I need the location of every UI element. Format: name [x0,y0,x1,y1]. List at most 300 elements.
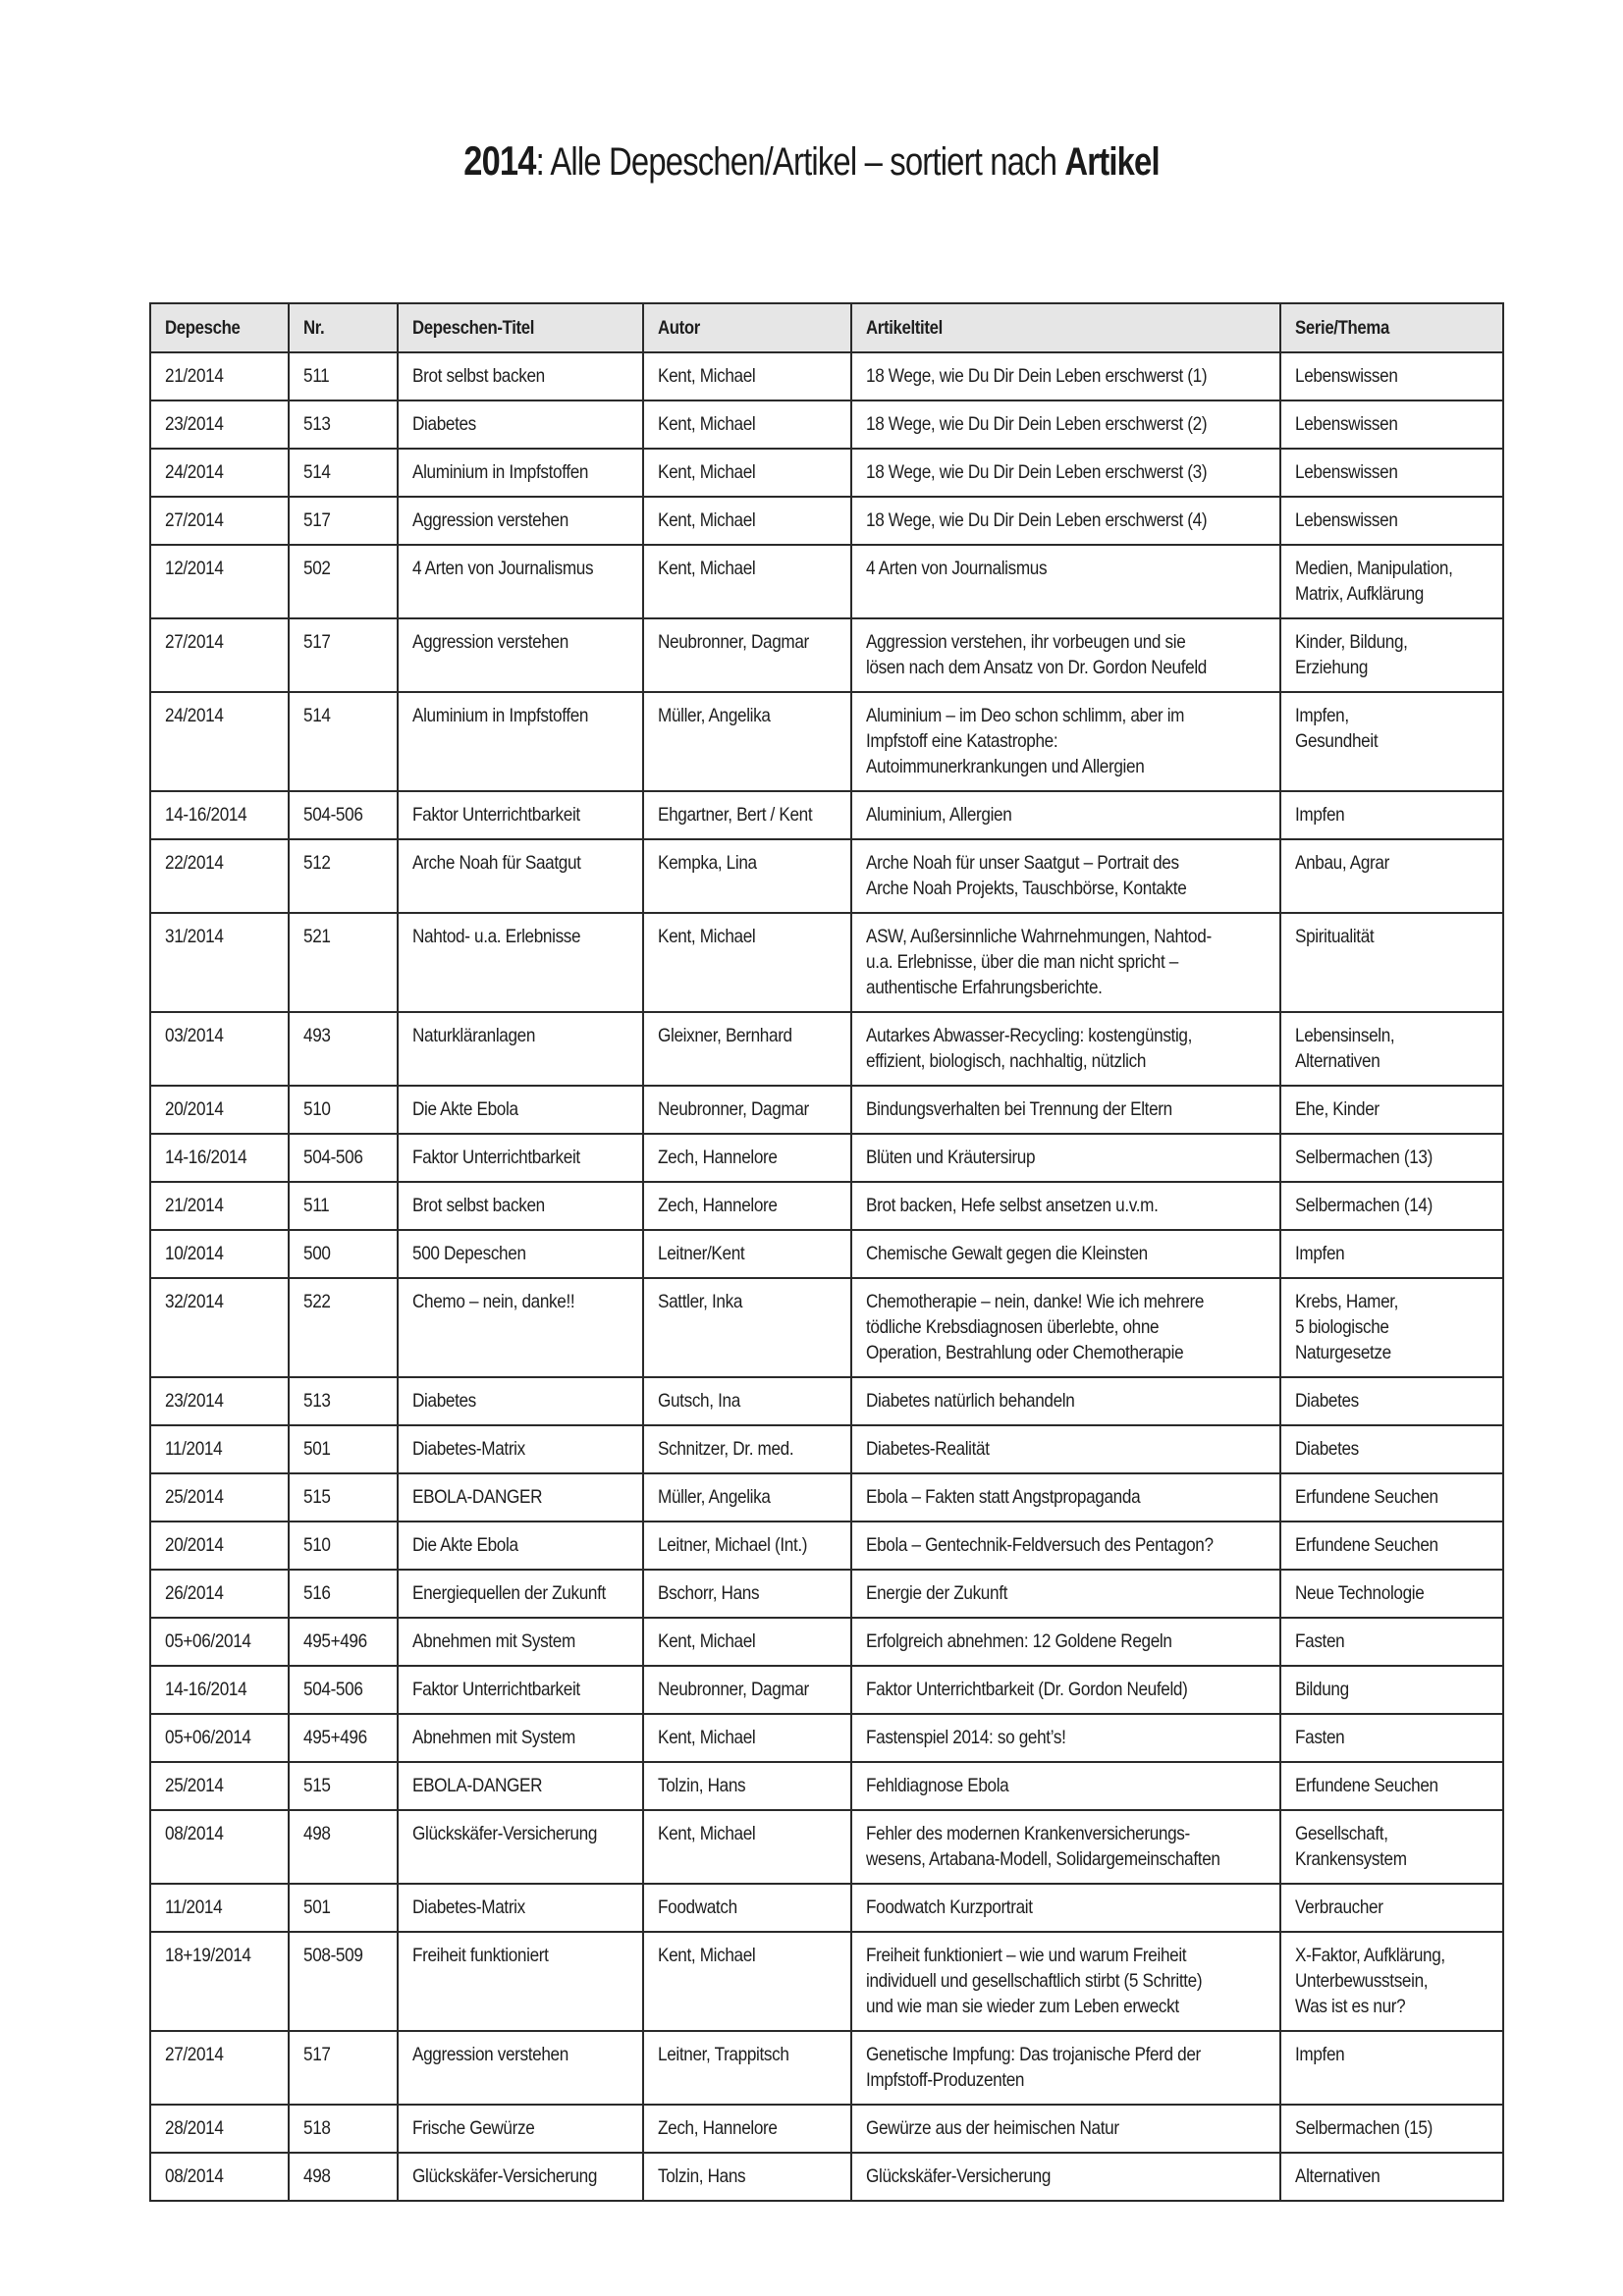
cell-text: Brot selbst backen [412,365,545,387]
cell-autor [643,352,851,400]
cell-depesche [150,791,289,839]
cell-text: Medien, Manipulation, Matrix, Aufklärung [1295,558,1453,605]
cell-text: Glückskäfer-Versicherung [412,1823,598,1844]
cell-text: 500 [303,1243,331,1264]
cell-text: Lebenswissen [1295,509,1398,531]
cell-autor [643,1666,851,1714]
cell-text: Diabetes [412,1390,476,1412]
cell-artikeltitel [851,2031,1280,2105]
table-row [150,1230,1503,1278]
cell-text: 508-509 [303,1945,363,1966]
table-row [150,2153,1503,2201]
cell-text: 504-506 [303,1679,363,1700]
cell-text: Fehldiagnose Ebola [866,1775,1009,1796]
cell-autor [643,545,851,618]
header-label: Artikeltitel [866,317,943,339]
cell-depesche [150,1522,289,1570]
cell-depesche [150,1473,289,1522]
cell-text: Spiritualität [1295,926,1375,947]
cell-text: Gesellschaft, Krankensystem [1295,1823,1407,1870]
cell-artikeltitel [851,1932,1280,2031]
cell-depesche [150,1182,289,1230]
cell-text: 28/2014 [165,2117,224,2139]
cell-serie-thema [1280,1473,1503,1522]
cell-autor [643,1714,851,1762]
cell-text: Faktor Unterrichtbarkeit [412,1679,580,1700]
cell-text: 18 Wege, wie Du Dir Dein Leben erschwerst (4) [866,509,1208,531]
cell-text: 504-506 [303,804,363,826]
table-row [150,1884,1503,1932]
cell-artikeltitel [851,791,1280,839]
table-row [150,839,1503,913]
cell-depeschen-titel [398,618,643,692]
cell-text: 515 [303,1775,331,1796]
cell-text: Zech, Hannelore [658,1195,778,1216]
cell-artikeltitel [851,839,1280,913]
header-label: Serie/Thema [1295,317,1389,339]
cell-text: Faktor Unterrichtbarkeit (Dr. Gordon Neufeld) [866,1679,1188,1700]
cell-depesche [150,618,289,692]
cell-depesche [150,1086,289,1134]
cell-text: 516 [303,1582,331,1604]
cell-text: Tolzin, Hans [658,2165,746,2187]
cell-artikeltitel [851,352,1280,400]
cell-artikeltitel [851,1473,1280,1522]
cell-depeschen-titel [398,449,643,497]
cell-text: 05+06/2014 [165,1630,251,1652]
cell-autor [643,1012,851,1086]
cell-text: Impfen [1295,804,1345,826]
cell-text: Erfundene Seuchen [1295,1775,1438,1796]
cell-depeschen-titel [398,1522,643,1570]
cell-text: Faktor Unterrichtbarkeit [412,1147,580,1168]
cell-text: 514 [303,705,331,726]
cell-text: 14-16/2014 [165,1147,247,1168]
cell-depeschen-titel [398,791,643,839]
table-row [150,1810,1503,1884]
cell-serie-thema [1280,692,1503,791]
cell-text: 515 [303,1486,331,1508]
cell-text: 12/2014 [165,558,224,579]
cell-text: Fastenspiel 2014: so geht’s! [866,1727,1066,1748]
cell-text: Zech, Hannelore [658,1147,778,1168]
cell-text: Aluminium in Impfstoffen [412,461,589,483]
cell-artikeltitel [851,449,1280,497]
cell-depeschen-titel [398,1182,643,1230]
cell-text: Energiequellen der Zukunft [412,1582,606,1604]
cell-text: 08/2014 [165,1823,224,1844]
cell-autor [643,839,851,913]
cell-serie-thema [1280,1570,1503,1618]
cell-text: 501 [303,1438,331,1460]
cell-text: Kent, Michael [658,1630,756,1652]
cell-text: Aluminium in Impfstoffen [412,705,589,726]
table-row [150,2031,1503,2105]
cell-autor [643,1473,851,1522]
table-row [150,1377,1503,1425]
cell-text: 31/2014 [165,926,224,947]
cell-nr [289,1884,398,1932]
title-sort-key: Artikel [1064,140,1160,184]
cell-depesche [150,1810,289,1884]
table-row [150,1182,1503,1230]
cell-artikeltitel [851,497,1280,545]
cell-autor [643,2105,851,2153]
cell-text: Bildung [1295,1679,1349,1700]
cell-text: 493 [303,1025,331,1046]
cell-serie-thema [1280,1714,1503,1762]
cell-artikeltitel [851,913,1280,1012]
cell-serie-thema [1280,1278,1503,1377]
cell-text: Selbermachen (15) [1295,2117,1433,2139]
cell-text: EBOLA-DANGER [412,1775,543,1796]
cell-text: Frische Gewürze [412,2117,535,2139]
cell-serie-thema [1280,1884,1503,1932]
cell-depeschen-titel [398,913,643,1012]
table-row [150,1425,1503,1473]
cell-text: 517 [303,2044,331,2065]
cell-depeschen-titel [398,1278,643,1377]
cell-text: 18 Wege, wie Du Dir Dein Leben erschwerst (1) [866,365,1208,387]
cell-depeschen-titel [398,2153,643,2201]
cell-autor [643,2153,851,2201]
cell-artikeltitel [851,1012,1280,1086]
cell-text: Fasten [1295,1630,1345,1652]
cell-text: Kent, Michael [658,365,756,387]
cell-text: Erfundene Seuchen [1295,1534,1438,1556]
cell-artikeltitel [851,1522,1280,1570]
cell-nr [289,913,398,1012]
cell-text: Leitner, Michael (Int.) [658,1534,808,1556]
cell-text: 498 [303,2165,331,2187]
cell-depeschen-titel [398,1570,643,1618]
cell-nr [289,1425,398,1473]
cell-text: Arche Noah für Saatgut [412,852,581,874]
cell-serie-thema [1280,2031,1503,2105]
cell-text: Foodwatch [658,1896,737,1918]
cell-text: Aggression verstehen [412,2044,568,2065]
cell-text: 20/2014 [165,1098,224,1120]
table-row [150,1473,1503,1522]
articles-table [149,302,1504,2202]
header-label: Depeschen-Titel [412,317,535,339]
cell-text: Lebensinseln, Alternativen [1295,1025,1395,1072]
cell-serie-thema [1280,545,1503,618]
cell-autor [643,1932,851,2031]
cell-nr [289,791,398,839]
cell-text: Faktor Unterrichtbarkeit [412,804,580,826]
cell-text: Anbau, Agrar [1295,852,1389,874]
cell-depeschen-titel [398,1425,643,1473]
cell-text: 517 [303,509,331,531]
cell-artikeltitel [851,1570,1280,1618]
cell-text: Zech, Hannelore [658,2117,778,2139]
cell-serie-thema [1280,400,1503,449]
cell-nr [289,2153,398,2201]
cell-depesche [150,1425,289,1473]
cell-text: Kent, Michael [658,1727,756,1748]
cell-text: 10/2014 [165,1243,224,1264]
cell-text: Müller, Angelika [658,1486,771,1508]
cell-text: Ehe, Kinder [1295,1098,1380,1120]
cell-artikeltitel [851,1762,1280,1810]
cell-depeschen-titel [398,352,643,400]
cell-serie-thema [1280,1762,1503,1810]
cell-text: 14-16/2014 [165,804,247,826]
cell-serie-thema [1280,1182,1503,1230]
cell-depesche [150,1230,289,1278]
table-body [150,352,1503,2201]
cell-serie-thema [1280,449,1503,497]
cell-serie-thema [1280,1086,1503,1134]
cell-nr [289,449,398,497]
cell-text: 11/2014 [165,1438,223,1460]
cell-text: 511 [303,1195,330,1216]
table-row [150,913,1503,1012]
cell-text: 22/2014 [165,852,224,874]
cell-text: Abnehmen mit System [412,1630,575,1652]
cell-text: Lebenswissen [1295,365,1398,387]
cell-nr [289,1570,398,1618]
table-row [150,1666,1503,1714]
cell-artikeltitel [851,2153,1280,2201]
cell-text: 18 Wege, wie Du Dir Dein Leben erschwerst (3) [866,461,1208,483]
page-title [146,137,1477,185]
cell-depeschen-titel [398,1473,643,1522]
cell-artikeltitel [851,1884,1280,1932]
cell-autor [643,1425,851,1473]
table-row [150,1618,1503,1666]
cell-text: 11/2014 [165,1896,223,1918]
cell-artikeltitel [851,1666,1280,1714]
title-year: 2014 [463,137,536,184]
cell-text: Neubronner, Dagmar [658,631,809,653]
cell-depeschen-titel [398,497,643,545]
cell-serie-thema [1280,1377,1503,1425]
table-row [150,1086,1503,1134]
table-header-row [150,303,1503,352]
cell-text: 25/2014 [165,1775,224,1796]
cell-text: 27/2014 [165,509,224,531]
cell-text: Glückskäfer-Versicherung [412,2165,598,2187]
cell-depesche [150,1762,289,1810]
cell-depesche [150,1932,289,2031]
cell-text: 518 [303,2117,331,2139]
cell-serie-thema [1280,497,1503,545]
cell-text: Chemo – nein, danke!! [412,1291,575,1312]
cell-serie-thema [1280,2105,1503,2153]
table-row [150,545,1503,618]
cell-depeschen-titel [398,1762,643,1810]
cell-text: Diabetes natürlich behandeln [866,1390,1075,1412]
cell-text: Kinder, Bildung, Erziehung [1295,631,1408,678]
cell-autor [643,1377,851,1425]
cell-autor [643,400,851,449]
cell-depeschen-titel [398,2031,643,2105]
cell-text: Leitner, Trappitsch [658,2044,789,2065]
cell-text: Erfundene Seuchen [1295,1486,1438,1508]
header-artikeltitel [851,303,1280,352]
header-label: Depesche [165,317,241,339]
cell-depesche [150,497,289,545]
cell-autor [643,618,851,692]
cell-text: Diabetes [1295,1438,1359,1460]
cell-text: 504-506 [303,1147,363,1168]
cell-text: 510 [303,1098,331,1120]
cell-serie-thema [1280,1810,1503,1884]
cell-autor [643,1522,851,1570]
header-depesche [150,303,289,352]
header-serie-thema [1280,303,1503,352]
cell-text: 21/2014 [165,1195,224,1216]
cell-depeschen-titel [398,1932,643,2031]
cell-nr [289,618,398,692]
cell-depeschen-titel [398,1884,643,1932]
cell-text: 513 [303,413,331,435]
cell-text: 495+496 [303,1630,367,1652]
cell-artikeltitel [851,1278,1280,1377]
cell-artikeltitel [851,1086,1280,1134]
cell-text: Blüten und Kräutersirup [866,1147,1036,1168]
cell-depeschen-titel [398,400,643,449]
cell-depesche [150,1377,289,1425]
cell-text: ASW, Außersinnliche Wahrnehmungen, Nahtod- u.a. Erlebnisse, über die man nicht spricht – authentische Erfahrungsberichte. [866,926,1212,998]
cell-artikeltitel [851,1810,1280,1884]
cell-depeschen-titel [398,1714,643,1762]
cell-text: Kent, Michael [658,926,756,947]
cell-artikeltitel [851,1182,1280,1230]
cell-text: Kempka, Lina [658,852,757,874]
cell-text: Aggression verstehen, ihr vorbeugen und sie lösen nach dem Ansatz von Dr. Gordon Neufeld [866,631,1207,678]
table-row [150,1012,1503,1086]
cell-nr [289,1666,398,1714]
cell-text: Neue Technologie [1295,1582,1425,1604]
cell-text: Ebola – Fakten statt Angstpropaganda [866,1486,1141,1508]
cell-text: Neubronner, Dagmar [658,1098,809,1120]
cell-serie-thema [1280,1230,1503,1278]
cell-text: Impfen, Gesundheit [1295,705,1379,752]
cell-text: Kent, Michael [658,413,756,435]
cell-text: Genetische Impfung: Das trojanische Pferd der Impfstoff-Produzenten [866,2044,1201,2091]
cell-text: Tolzin, Hans [658,1775,746,1796]
cell-text: 25/2014 [165,1486,224,1508]
cell-serie-thema [1280,1932,1503,2031]
table-row [150,618,1503,692]
cell-text: X-Faktor, Aufklärung, Unterbewusstsein, Was ist es nur? [1295,1945,1445,2017]
cell-text: 24/2014 [165,461,224,483]
cell-text: 522 [303,1291,331,1312]
cell-text: 32/2014 [165,1291,224,1312]
cell-text: Abnehmen mit System [412,1727,575,1748]
cell-text: Die Akte Ebola [412,1098,518,1120]
cell-nr [289,400,398,449]
cell-depeschen-titel [398,1134,643,1182]
cell-nr [289,1230,398,1278]
cell-depesche [150,1134,289,1182]
cell-nr [289,545,398,618]
cell-text: Alternativen [1295,2165,1380,2187]
cell-text: Lebenswissen [1295,461,1398,483]
cell-autor [643,692,851,791]
title-text: : Alle Depeschen/Artikel – sortiert nach [535,140,1065,184]
cell-autor [643,1810,851,1884]
cell-depesche [150,2105,289,2153]
cell-depesche [150,400,289,449]
cell-nr [289,1714,398,1762]
cell-text: Glückskäfer-Versicherung [866,2165,1052,2187]
cell-autor [643,791,851,839]
cell-text: 521 [303,926,331,947]
cell-depesche [150,839,289,913]
cell-text: Aggression verstehen [412,509,568,531]
cell-text: Kent, Michael [658,461,756,483]
cell-text: Naturkläranlagen [412,1025,536,1046]
cell-depeschen-titel [398,839,643,913]
cell-text: Gewürze aus der heimischen Natur [866,2117,1119,2139]
cell-artikeltitel [851,1230,1280,1278]
cell-text: 23/2014 [165,1390,224,1412]
cell-text: Impfen [1295,2044,1345,2065]
cell-text: Arche Noah für unser Saatgut – Portrait des Arche Noah Projekts, Tauschbörse, Kontakte [866,852,1187,899]
cell-nr [289,1522,398,1570]
cell-text: 27/2014 [165,2044,224,2065]
cell-serie-thema [1280,791,1503,839]
cell-text: Müller, Angelika [658,705,771,726]
cell-text: Diabetes-Matrix [412,1438,525,1460]
cell-depesche [150,1570,289,1618]
cell-text: Gleixner, Bernhard [658,1025,792,1046]
cell-nr [289,2031,398,2105]
cell-text: Schnitzer, Dr. med. [658,1438,794,1460]
cell-autor [643,1182,851,1230]
cell-text: Kent, Michael [658,1823,756,1844]
cell-serie-thema [1280,1522,1503,1570]
cell-artikeltitel [851,2105,1280,2153]
cell-serie-thema [1280,913,1503,1012]
cell-serie-thema [1280,1134,1503,1182]
cell-text: 495+496 [303,1727,367,1748]
cell-autor [643,497,851,545]
cell-nr [289,1134,398,1182]
cell-artikeltitel [851,1377,1280,1425]
cell-text: Sattler, Inka [658,1291,743,1312]
cell-text: 4 Arten von Journalismus [412,558,594,579]
cell-autor [643,913,851,1012]
cell-text: Impfen [1295,1243,1345,1264]
cell-text: Gutsch, Ina [658,1390,740,1412]
table-row [150,692,1503,791]
cell-text: 501 [303,1896,331,1918]
cell-serie-thema [1280,1425,1503,1473]
cell-artikeltitel [851,400,1280,449]
table-row [150,2105,1503,2153]
cell-text: 500 Depeschen [412,1243,526,1264]
cell-text: Nahtod- u.a. Erlebnisse [412,926,581,947]
table-row [150,1932,1503,2031]
cell-text: 08/2014 [165,2165,224,2187]
table-row [150,449,1503,497]
cell-text: Chemische Gewalt gegen die Kleinsten [866,1243,1148,1264]
cell-text: Ehgartner, Bert / Kent [658,804,813,826]
cell-depesche [150,1884,289,1932]
header-label: Autor [658,317,700,339]
cell-depeschen-titel [398,545,643,618]
cell-depesche [150,913,289,1012]
cell-depeschen-titel [398,1086,643,1134]
cell-depesche [150,545,289,618]
cell-depesche [150,692,289,791]
cell-text: 21/2014 [165,365,224,387]
